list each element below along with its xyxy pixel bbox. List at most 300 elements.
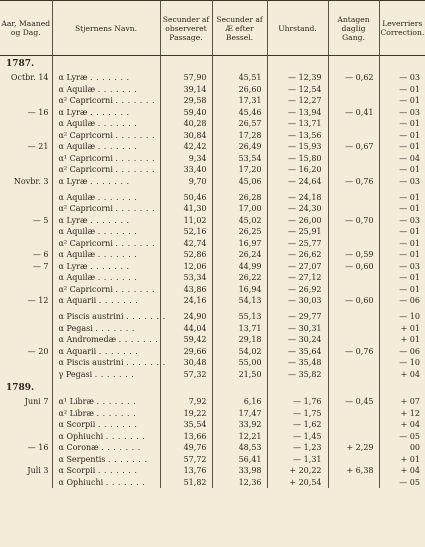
table-row xyxy=(0,408,425,420)
rate-cell: — 0,60 xyxy=(328,261,379,273)
leader-dots: . . . . . . . xyxy=(126,312,166,321)
star-name: α Aquarii xyxy=(58,296,97,305)
bessel-cell: 29,18 xyxy=(212,334,267,346)
observed-cell: 52,16 xyxy=(160,226,212,238)
star-name-cell xyxy=(52,431,160,443)
date-cell xyxy=(0,95,52,107)
clock-cell: — 16,20 xyxy=(267,164,328,176)
date-cell: Novbr. 3 xyxy=(13,176,49,186)
rate-cell xyxy=(328,95,379,107)
bessel-cell: 26,49 xyxy=(212,141,267,153)
star-name-cell xyxy=(52,153,160,165)
clock-cell: + 20,22 xyxy=(267,465,328,477)
correction-cell: — 10 xyxy=(379,311,425,323)
date-cell xyxy=(0,238,52,250)
empty-cell xyxy=(52,380,160,396)
bessel-cell: 12,36 xyxy=(212,477,267,489)
date-cell: Juni 7 xyxy=(24,397,49,406)
header-clock: Uhrstand. xyxy=(267,1,328,56)
observed-cell: 52,86 xyxy=(160,249,212,261)
date-cell xyxy=(0,118,52,130)
rate-cell xyxy=(328,284,379,296)
observed-cell: 42,74 xyxy=(160,238,212,250)
table-row xyxy=(0,215,425,227)
observed-cell: 39,14 xyxy=(160,84,212,96)
table-row xyxy=(0,249,425,261)
date-cell xyxy=(0,192,52,204)
star-name-cell xyxy=(52,369,160,381)
leader-dots: . . . . . . . xyxy=(115,130,155,140)
star-name: α¹ Capricorni xyxy=(58,153,113,163)
observed-cell: 42,42 xyxy=(160,141,212,153)
clock-cell: — 24,18 xyxy=(267,192,328,204)
rate-cell: + 2,29 xyxy=(328,442,379,454)
clock-cell: — 35,48 xyxy=(267,357,328,369)
clock-cell: — 12,54 xyxy=(267,84,328,96)
clock-cell: — 13,56 xyxy=(267,130,328,142)
empty-cell xyxy=(328,380,379,396)
star-name-cell xyxy=(52,164,160,176)
star-name-cell xyxy=(52,357,166,369)
empty-cell xyxy=(379,56,425,73)
rate-cell: — 0,70 xyxy=(328,215,379,227)
rate-cell xyxy=(328,431,379,443)
table-row xyxy=(0,419,425,431)
leader-dots: . . . . . . . xyxy=(97,273,138,282)
table-row xyxy=(0,323,425,335)
observed-cell: 24,16 xyxy=(160,295,212,307)
year-label: 1789. xyxy=(6,383,35,393)
star-name: α Aquilæ xyxy=(58,84,96,94)
leader-dots: . . . . . . . xyxy=(126,358,166,367)
leader-dots: . . . . . . . xyxy=(98,296,139,305)
bessel-cell: 45,46 xyxy=(212,107,267,119)
star-name-cell xyxy=(52,226,160,238)
bessel-cell: 6,16 xyxy=(212,396,267,408)
star-name-cell xyxy=(52,130,160,142)
correction-cell: — 06 xyxy=(379,346,425,358)
star-name: α² Capricorni xyxy=(58,96,113,105)
bessel-cell: 56,41 xyxy=(212,454,267,466)
correction-cell: — 01 xyxy=(379,284,425,296)
date-cell xyxy=(0,226,52,238)
bessel-cell: 17,00 xyxy=(212,203,267,215)
table-row xyxy=(0,164,425,176)
observed-cell: 44,04 xyxy=(160,323,212,335)
star-name: α Andromedæ xyxy=(58,335,117,344)
correction-cell: — 01 xyxy=(379,130,425,142)
star-name: α Aquilæ xyxy=(58,142,96,151)
star-name-cell xyxy=(52,346,160,358)
star-name: α² Libræ xyxy=(58,408,94,418)
bessel-cell: 45,51 xyxy=(212,72,267,84)
star-name: α Coronæ xyxy=(58,443,99,452)
clock-cell: — 1,76 xyxy=(267,396,328,408)
star-name-cell xyxy=(52,323,160,335)
leader-dots: . . . . . . . xyxy=(105,477,146,487)
rate-cell: — 0,60 xyxy=(328,295,379,307)
table-row xyxy=(0,72,425,84)
rate-cell xyxy=(328,238,379,250)
empty-cell xyxy=(379,380,425,396)
correction-cell: + 07 xyxy=(379,396,425,408)
star-name-cell xyxy=(52,84,160,96)
clock-cell: — 13,94 xyxy=(267,107,328,119)
star-name-cell xyxy=(52,454,160,466)
star-name: α Ophiuchi xyxy=(58,477,104,487)
clock-cell: — 35,82 xyxy=(267,369,328,381)
bessel-cell: 26,60 xyxy=(212,84,267,96)
date-cell: — 5 xyxy=(32,215,49,225)
clock-cell: — 24,64 xyxy=(267,176,328,188)
date-cell: — 16 xyxy=(27,107,49,117)
year-label: 1787. xyxy=(6,59,35,69)
bessel-cell: 26,25 xyxy=(212,226,267,238)
leader-dots: . . . . . . . xyxy=(115,238,155,248)
star-name-cell xyxy=(52,203,160,215)
header-star: Stjernens Navn. xyxy=(52,1,160,56)
table-row xyxy=(0,95,425,107)
rate-cell: — 0,76 xyxy=(328,346,379,358)
header-date: Aar, Maaned og Dag. xyxy=(0,1,52,56)
bessel-cell: 55,00 xyxy=(212,357,267,369)
leader-dots: . . . . . . . xyxy=(90,215,130,225)
leader-dots: . . . . . . . xyxy=(90,261,130,271)
clock-cell: — 30,03 xyxy=(267,295,328,307)
star-name: α Aquarii xyxy=(58,346,97,356)
correction-cell: — 05 xyxy=(379,477,425,489)
correction-cell: + 01 xyxy=(379,334,425,346)
correction-cell: — 06 xyxy=(379,295,425,307)
clock-cell: — 15,80 xyxy=(267,153,328,165)
star-name: α Serpentis xyxy=(58,454,106,464)
date-cell: — 16 xyxy=(27,443,49,452)
correction-cell: — 01 xyxy=(379,192,425,204)
leader-dots: . . . . . . . xyxy=(96,408,137,418)
table-row xyxy=(0,357,425,369)
star-name: α² Capricorni xyxy=(58,204,113,213)
clock-cell: — 30,24 xyxy=(267,334,328,346)
correction-cell: — 01 xyxy=(379,249,425,261)
clock-cell: — 15,93 xyxy=(267,141,328,153)
clock-cell: — 1,23 xyxy=(267,442,328,454)
observed-cell: 43,86 xyxy=(160,284,212,296)
observed-cell: 50,46 xyxy=(160,192,212,204)
observed-cell: 30,48 xyxy=(160,357,212,369)
table-row xyxy=(0,192,425,204)
leader-dots: . . . . . . . xyxy=(97,466,138,475)
table-row xyxy=(0,238,425,250)
observed-cell: 57,90 xyxy=(160,72,212,84)
empty-cell xyxy=(52,56,160,73)
empty-cell xyxy=(212,380,267,396)
date-cell xyxy=(0,419,52,431)
star-name: α Piscis austrini xyxy=(58,358,124,367)
year-row xyxy=(0,56,425,73)
header-row xyxy=(0,1,425,56)
correction-cell: + 04 xyxy=(379,465,425,477)
correction-cell: — 01 xyxy=(379,203,425,215)
table-row xyxy=(0,84,425,96)
correction-cell: — 01 xyxy=(379,272,425,284)
observed-cell: 57,72 xyxy=(160,454,212,466)
bessel-cell: 26,57 xyxy=(212,118,267,130)
star-name: α² Capricorni xyxy=(58,284,113,294)
observed-cell: 51,82 xyxy=(160,477,212,489)
rate-cell xyxy=(328,454,379,466)
star-name: α Aquilæ xyxy=(58,273,96,282)
table-row xyxy=(0,334,425,346)
bessel-cell: 26,24 xyxy=(212,249,267,261)
empty-cell xyxy=(212,56,267,73)
observed-cell: 41,30 xyxy=(160,203,212,215)
correction-cell: — 01 xyxy=(379,164,425,176)
table-row xyxy=(0,141,425,153)
date-cell xyxy=(0,164,52,176)
table-row xyxy=(0,226,425,238)
correction-cell: — 01 xyxy=(379,226,425,238)
star-name: α² Capricorni xyxy=(58,130,113,140)
star-name-cell xyxy=(52,238,160,250)
clock-cell: — 27,12 xyxy=(267,272,328,284)
star-name-cell xyxy=(52,465,160,477)
leader-dots: . . . . . . . xyxy=(95,323,135,333)
date-cell: — 20 xyxy=(27,346,49,356)
header-bessel: Secunder af Æ efter Bessel. xyxy=(212,1,267,56)
leader-dots: . . . . . . . xyxy=(115,284,155,294)
year-row xyxy=(0,380,425,396)
rate-cell xyxy=(328,203,379,215)
table-row xyxy=(0,118,425,130)
leader-dots: . . . . . . . xyxy=(115,96,155,105)
star-name-cell xyxy=(52,192,160,204)
observed-cell: 11,02 xyxy=(160,215,212,227)
empty-cell xyxy=(328,56,379,73)
table-row xyxy=(0,272,425,284)
observed-cell: 24,90 xyxy=(160,311,212,323)
star-name-cell xyxy=(52,272,160,284)
bessel-cell: 16,94 xyxy=(212,284,267,296)
bessel-cell: 55,13 xyxy=(212,311,267,323)
table-row xyxy=(0,107,425,119)
date-cell xyxy=(0,84,52,96)
clock-cell: — 13,71 xyxy=(267,118,328,130)
date-cell xyxy=(0,357,52,369)
rate-cell: — 0,76 xyxy=(328,176,379,188)
rate-cell xyxy=(328,118,379,130)
clock-cell: — 1,62 xyxy=(267,419,328,431)
rate-cell xyxy=(328,130,379,142)
date-cell xyxy=(0,323,52,335)
clock-cell: — 26,00 xyxy=(267,215,328,227)
leader-dots: . . . . . . . xyxy=(98,346,139,356)
correction-cell: — 03 xyxy=(379,107,425,119)
correction-cell: — 03 xyxy=(379,215,425,227)
leader-dots: . . . . . . . xyxy=(105,431,146,441)
table-row xyxy=(0,130,425,142)
correction-cell: — 01 xyxy=(379,141,425,153)
rate-cell: + 6,38 xyxy=(328,465,379,477)
date-cell: — 12 xyxy=(27,296,49,305)
table-row xyxy=(0,153,425,165)
bessel-cell: 13,71 xyxy=(212,323,267,335)
observed-cell: 40,28 xyxy=(160,118,212,130)
star-name: α Aquilæ xyxy=(58,227,96,236)
rate-cell xyxy=(328,311,379,323)
correction-cell: + 01 xyxy=(379,454,425,466)
table-row xyxy=(0,477,425,489)
table-row xyxy=(0,396,425,408)
date-cell xyxy=(0,408,52,420)
bessel-cell: 44,99 xyxy=(212,261,267,273)
bessel-cell: 53,54 xyxy=(212,153,267,165)
date-cell xyxy=(0,454,52,466)
date-cell xyxy=(0,369,52,381)
leader-dots: . . . . . . . xyxy=(96,397,137,406)
bessel-cell: 45,06 xyxy=(212,176,267,188)
bessel-cell: 12,21 xyxy=(212,431,267,443)
leader-dots: . . . . . . . xyxy=(115,204,155,213)
date-cell: — 7 xyxy=(32,261,49,271)
leader-dots: . . . . . . . xyxy=(101,443,141,452)
star-name-cell xyxy=(52,334,160,346)
table-row xyxy=(0,346,425,358)
observed-cell: 13,66 xyxy=(160,431,212,443)
correction-cell: — 04 xyxy=(379,153,425,165)
star-name: α Lyræ xyxy=(58,73,88,82)
rate-cell xyxy=(328,477,379,489)
date-cell: Octbr. 14 xyxy=(10,73,49,82)
table-row xyxy=(0,454,425,466)
table-row xyxy=(0,261,425,273)
correction-cell: — 03 xyxy=(379,176,425,188)
star-name-cell xyxy=(52,107,160,119)
clock-cell: + 20,54 xyxy=(267,477,328,489)
bessel-cell: 54,02 xyxy=(212,346,267,358)
leader-dots: . . . . . . . xyxy=(97,142,138,151)
empty-cell xyxy=(267,380,328,396)
leader-dots: . . . . . . . xyxy=(97,227,138,236)
clock-cell: — 27,07 xyxy=(267,261,328,273)
rate-cell xyxy=(328,323,379,335)
star-name-cell xyxy=(52,176,160,188)
correction-cell: — 03 xyxy=(379,261,425,273)
observed-cell: 35,54 xyxy=(160,419,212,431)
rate-cell xyxy=(328,153,379,165)
leader-dots: . . . . . . . xyxy=(94,369,135,379)
clock-cell: — 29,77 xyxy=(267,311,328,323)
bessel-cell: 17,20 xyxy=(212,164,267,176)
date-cell xyxy=(0,431,52,443)
date-cell xyxy=(0,334,52,346)
bessel-cell: 16,97 xyxy=(212,238,267,250)
star-name: α Scorpii xyxy=(58,466,96,475)
rate-cell: — 0,67 xyxy=(328,141,379,153)
bessel-cell: 26,22 xyxy=(212,272,267,284)
leader-dots: . . . . . . . xyxy=(97,192,138,202)
observed-cell: 29,58 xyxy=(160,95,212,107)
empty-cell xyxy=(267,56,328,73)
bessel-cell: 17,28 xyxy=(212,130,267,142)
clock-cell: — 12,27 xyxy=(267,95,328,107)
leader-dots: . . . . . . . xyxy=(97,84,138,94)
star-name-cell xyxy=(52,72,160,84)
star-name-cell xyxy=(52,249,160,261)
clock-cell: — 12,39 xyxy=(267,72,328,84)
rate-cell: — 0,62 xyxy=(328,72,379,84)
star-name: α Lyræ xyxy=(58,261,88,271)
bessel-cell: 54,13 xyxy=(212,295,267,307)
observed-cell: 30,84 xyxy=(160,130,212,142)
star-name: α Lyræ xyxy=(58,107,88,117)
rate-cell xyxy=(328,226,379,238)
leader-dots: . . . . . . . xyxy=(90,176,130,186)
star-name: α Lyræ xyxy=(58,215,88,225)
correction-cell: — 01 xyxy=(379,238,425,250)
star-name: γ Pegasi xyxy=(58,369,93,379)
star-name: α¹ Libræ xyxy=(58,397,94,406)
clock-cell: — 1,45 xyxy=(267,431,328,443)
rate-cell xyxy=(328,272,379,284)
star-name-cell xyxy=(52,118,160,130)
empty-cell xyxy=(160,56,212,73)
clock-cell: — 1,75 xyxy=(267,408,328,420)
star-name-cell xyxy=(52,477,160,489)
date-cell xyxy=(0,153,52,165)
rate-cell: — 0,41 xyxy=(328,107,379,119)
observed-cell: 59,40 xyxy=(160,107,212,119)
observed-cell: 12,06 xyxy=(160,261,212,273)
star-name-cell xyxy=(52,442,160,454)
rate-cell xyxy=(328,369,379,381)
star-name-cell xyxy=(52,295,160,307)
bessel-cell: 21,50 xyxy=(212,369,267,381)
correction-cell: 00 xyxy=(379,442,425,454)
correction-cell: — 01 xyxy=(379,118,425,130)
star-name: α Pegasi xyxy=(58,323,93,333)
bessel-cell: 17,47 xyxy=(212,408,267,420)
bessel-cell: 17,31 xyxy=(212,95,267,107)
clock-cell: — 1,31 xyxy=(267,454,328,466)
leader-dots: . . . . . . . xyxy=(115,153,155,163)
table-row xyxy=(0,203,425,215)
clock-cell: — 35,64 xyxy=(267,346,328,358)
observed-cell: 19,22 xyxy=(160,408,212,420)
leader-dots: . . . . . . . xyxy=(115,165,155,174)
table-row xyxy=(0,442,425,454)
correction-cell: + 01 xyxy=(379,323,425,335)
correction-cell: + 12 xyxy=(379,408,425,420)
table-row xyxy=(0,176,425,188)
table-row xyxy=(0,431,425,443)
correction-cell: — 01 xyxy=(379,95,425,107)
header-observed: Secunder af observeret Passage. xyxy=(160,1,212,56)
rate-cell: — 0,45 xyxy=(328,396,379,408)
leader-dots: . . . . . . . xyxy=(118,335,159,344)
table-body xyxy=(0,56,425,489)
star-name: α Ophiuchi xyxy=(58,431,104,441)
rate-cell xyxy=(328,419,379,431)
star-name-cell xyxy=(52,408,160,420)
star-name: α² Capricorni xyxy=(58,238,113,248)
header-correction: Leverriers Correction. xyxy=(379,1,425,56)
star-name-cell xyxy=(52,311,166,323)
rate-cell xyxy=(328,192,379,204)
observed-cell: 29,66 xyxy=(160,346,212,358)
bessel-cell: 33,98 xyxy=(212,465,267,477)
clock-cell: — 30,31 xyxy=(267,323,328,335)
date-cell xyxy=(0,272,52,284)
